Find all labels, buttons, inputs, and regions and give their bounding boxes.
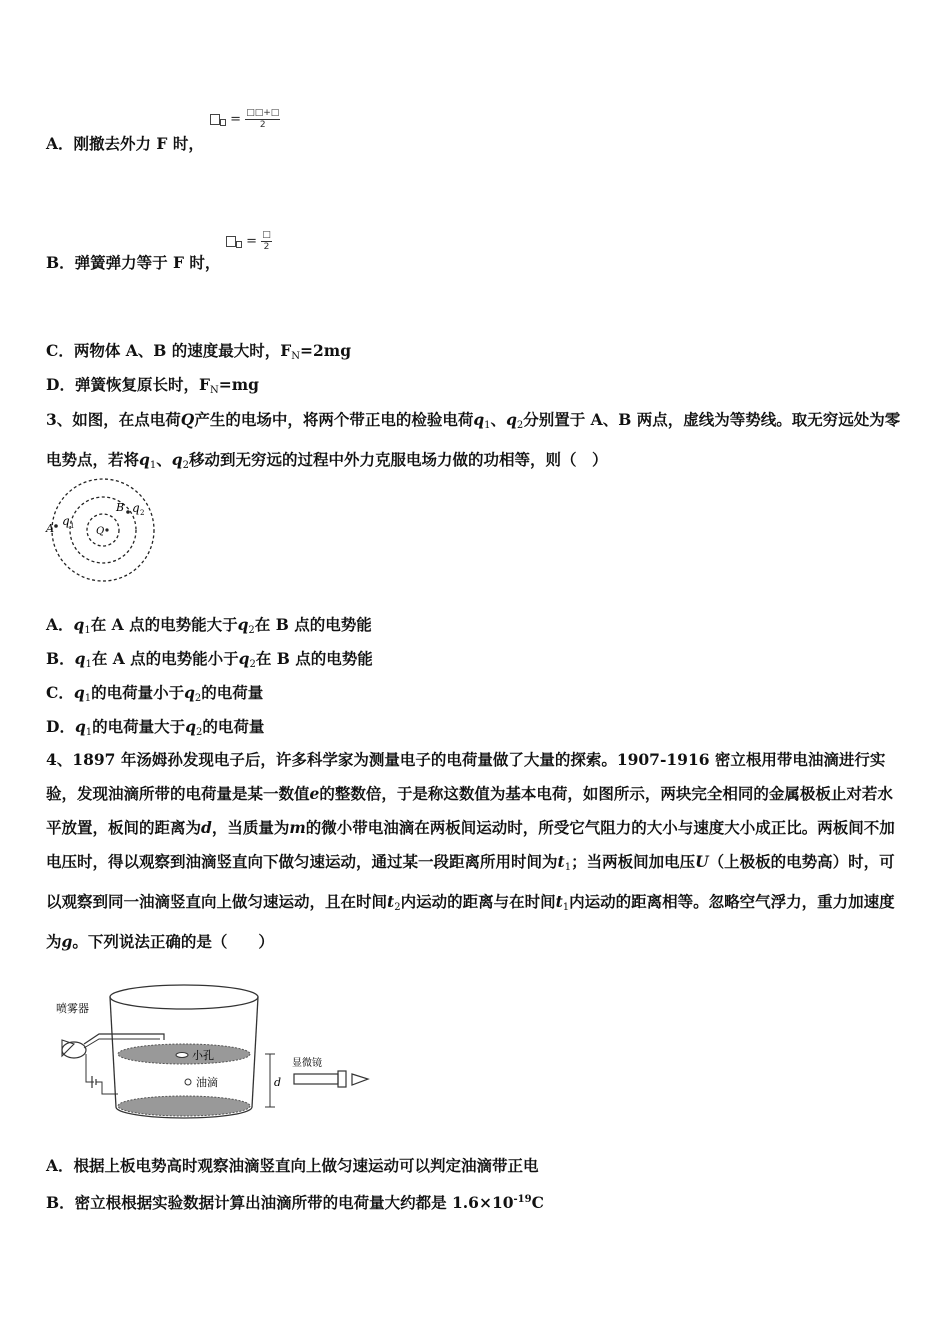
small-hole-icon xyxy=(176,1053,188,1058)
label-Q: Q xyxy=(96,526,105,537)
option-2d: D．弹簧恢复原长时，$F_N=mg$ xyxy=(46,375,259,396)
microscope-tube-icon xyxy=(294,1074,338,1084)
label-q1: q xyxy=(62,514,70,528)
formula-2a: = $\frac{□□+□}{2}$ xyxy=(210,108,280,131)
millikan-apparatus-figure xyxy=(44,982,384,1122)
label-q2-sub: 2 xyxy=(140,509,145,517)
option-3a: A．$q_1$在 A 点的电势能大于$q_2$在 B 点的电势能 xyxy=(46,615,372,636)
label-q2: q xyxy=(132,501,140,515)
cylinder-right-wall xyxy=(252,997,258,1107)
cylinder-top xyxy=(110,985,258,1009)
point-B-dot xyxy=(126,510,130,514)
formula-symbol-icon xyxy=(210,114,220,125)
label-drop: 油滴 xyxy=(196,1076,218,1089)
label-microscope: 显微镜 xyxy=(292,1058,322,1069)
option-4a: A．根据上板电势高时观察油滴竖直向上做匀速运动可以判定油滴带正电 xyxy=(46,1156,539,1175)
lower-plate xyxy=(118,1096,250,1116)
option-2a-label: A．刚撤去外力 F 时， xyxy=(46,134,204,153)
option-2c: C．两物体 A、B 的速度最大时，$F_N=2mg$ xyxy=(46,341,352,362)
label-sprayer: 喷雾器 xyxy=(56,1002,89,1015)
option-2a xyxy=(46,134,204,154)
formula-symbol-icon xyxy=(226,236,236,247)
wire-left xyxy=(86,1054,94,1082)
cylinder-left-wall xyxy=(110,997,116,1107)
option-2b xyxy=(46,253,220,273)
formula-fraction: $\frac{□□+□}{2}$ xyxy=(246,108,280,130)
label-B: B xyxy=(116,501,125,514)
oil-drop-icon xyxy=(185,1079,191,1085)
formula-fraction: $\frac{□}{2}$ xyxy=(262,230,271,252)
question-4-stem: 4、1897 年汤姆孙发现电子后，许多科学家为测量电子的电荷量做了大量的探索。1907-1916 密立根用带电油滴进行实验，发现油滴所带的电荷量是某一数值e的整数倍，于是称这数值为基本电荷，如图所示，两块完全相同的金属极板止对若水平放置，板间的距离为d，当质量为m的微小带电油滴在两板间运动时，所受它气阻力的大小与速度大小成正比。两板间不加电压时，得以观察到油滴竖直向下做匀速运动，通过某一段距离所用时间为$t_1$；当两板间加电压U（上极板的电势高）时，可以观察到同一油滴竖直向上做匀速运动，且在时间$t_2$内运动的距离与在时间$t_1$内运动的距离相等。忽略空气浮力，重力加速度为g。下列说法正确的是（ ） xyxy=(46,750,895,951)
option-3b: B．$q_1$在 A 点的电势能小于$q_2$在 B 点的电势能 xyxy=(46,649,373,670)
eye-icon xyxy=(352,1074,368,1085)
option-3d: D．$q_1$的电荷量大于$q_2$的电荷量 xyxy=(46,717,265,738)
label-d: d xyxy=(274,1076,282,1089)
option-3c: C．$q_1$的电荷量小于$q_2$的电荷量 xyxy=(46,683,264,704)
label-A: A xyxy=(46,522,54,535)
formula-2b: = $\frac{□}{2}$ xyxy=(226,230,272,253)
option-2b-label: B．弹簧弹力等于 F 时， xyxy=(46,253,221,272)
label-hole: 小孔 xyxy=(192,1049,214,1062)
option-4b: B．密立根根据实验数据计算出油滴所带的电荷量大约都是 $1.6\times 10^{-19}C$ xyxy=(46,1193,544,1212)
equipotential-figure xyxy=(44,478,164,588)
charge-Q-dot xyxy=(105,528,108,531)
question-3-stem: 3、如图，在点电荷Q产生的电场中，将两个带正电的检验电荷$q_1$、$q_2$分别置于 A、B 两点，虚线为等势线。取无穷远处为零电势点，若将$q_1$、$q_2$移动到无穷远的过程中外力克服电场力做的功相等，则（ ） xyxy=(46,410,901,471)
label-q1-sub: 1 xyxy=(70,522,75,530)
point-A-dot xyxy=(54,524,58,528)
microscope-eyepiece-icon xyxy=(338,1071,346,1087)
